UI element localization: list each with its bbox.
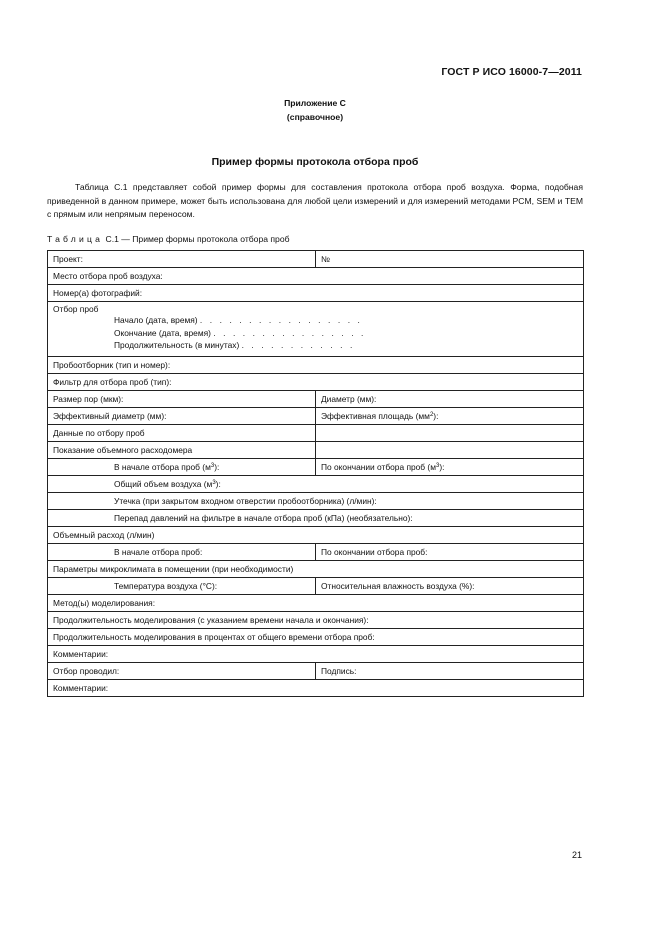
total-volume-text: Общий объем воздуха (м <box>114 479 213 489</box>
sampling-duration-label: Продолжительность (в минутах) <box>114 340 240 350</box>
model-duration-cell: Продолжительность моделирования (с указанием времени начала и окончания): <box>48 612 584 629</box>
caption-prefix: Таблица <box>47 234 104 244</box>
eff-area-cell <box>316 408 584 425</box>
sampling-start-label: Начало (дата, время) <box>114 315 198 325</box>
intro-paragraph <box>47 181 583 222</box>
empty-cell <box>316 425 584 442</box>
table-row <box>48 251 584 268</box>
superscript: 2 <box>429 412 434 418</box>
flow-start-cell: В начале отбора проб: <box>48 544 316 561</box>
table-row <box>48 527 584 544</box>
empty-cell <box>316 442 584 459</box>
intro-text: Таблица С.1 представляет собой пример формы для составления протокола отбора проб воздуха. Форма, подобная приведенной в данном примере, может быть использована для любой цели измерений и для измерений методами PCM, SEM и TEM с прямым или непрямым переносом. <box>47 182 583 220</box>
standard-header: ГОСТ Р ИСО 16000-7—2011 <box>441 66 582 78</box>
dot-leader: . . . . . . . . . . . . <box>241 340 355 350</box>
sampling-duration-line <box>53 339 578 352</box>
table-row <box>48 544 584 561</box>
volume-meter-cell: Показание объемного расходомера <box>48 442 316 459</box>
comments-cell: Комментарии: <box>48 646 584 663</box>
table-row <box>48 357 584 374</box>
sampling-data-cell: Данные по отбору проб <box>48 425 316 442</box>
table-row <box>48 663 584 680</box>
eff-area-close: ): <box>433 411 439 421</box>
appendix-heading <box>0 96 630 124</box>
sampling-end-label: Окончание (дата, время) <box>114 327 211 338</box>
page-number: 21 <box>571 850 582 860</box>
table-row <box>48 442 584 459</box>
superscript: 3 <box>212 480 216 486</box>
flow-rate-cell: Объемный расход (л/мин) <box>48 527 584 544</box>
sampling-cell <box>48 302 584 357</box>
table-row <box>48 425 584 442</box>
table-row <box>48 612 584 629</box>
appendix-label: Приложение С <box>284 98 346 108</box>
meter-start-close: ): <box>214 462 220 472</box>
sampling-end-line <box>53 327 578 340</box>
temperature-cell: Температура воздуха (°С): <box>48 578 316 595</box>
microclimate-cell: Параметры микроклимата в помещении (при необходимости) <box>48 561 584 578</box>
table-row <box>48 493 584 510</box>
humidity-cell: Относительная влажность воздуха (%): <box>316 578 584 595</box>
eff-area-text: Эффективная площадь (мм <box>321 411 430 421</box>
table-caption <box>47 234 290 244</box>
table-row <box>48 646 584 663</box>
table-row <box>48 561 584 578</box>
comments-cell-2: Комментарии: <box>48 680 584 697</box>
leak-cell: Утечка (при закрытом входном отверстии пробоотборника) (л/мин): <box>48 493 584 510</box>
eff-diameter-cell: Эффективный диаметр (мм): <box>48 408 316 425</box>
document-title: Пример формы протокола отбора проб <box>211 156 419 168</box>
superscript: 3 <box>210 463 215 469</box>
meter-end-text: По окончании отбора проб (м <box>321 462 436 472</box>
meter-start-cell <box>48 459 316 476</box>
sampling-start-line <box>53 314 578 327</box>
filter-cell: Фильтр для отбора проб (тип): <box>48 374 584 391</box>
meter-end-close: ): <box>439 462 445 472</box>
table-row <box>48 476 584 493</box>
flow-end-cell: По окончании отбора проб: <box>316 544 584 561</box>
table-row <box>48 629 584 646</box>
table-row <box>48 374 584 391</box>
table-row <box>48 408 584 425</box>
location-cell: Место отбора проб воздуха: <box>48 268 584 285</box>
table-row <box>48 510 584 527</box>
photos-cell: Номер(а) фотографий: <box>48 285 584 302</box>
table-row <box>48 391 584 408</box>
total-volume-close: ): <box>215 479 221 489</box>
model-percent-cell: Продолжительность моделирования в процентах от общего времени отбора проб: <box>48 629 584 646</box>
sampling-protocol-table <box>47 250 584 697</box>
table-row <box>48 595 584 612</box>
number-cell: № <box>316 251 584 268</box>
table-row <box>48 578 584 595</box>
table-row <box>48 302 584 357</box>
caption-text: С.1 — Пример формы протокола отбора проб <box>105 234 290 244</box>
table-row <box>48 680 584 697</box>
sampling-label: Отбор проб <box>53 304 99 314</box>
table-row <box>48 459 584 476</box>
meter-start-text: В начале отбора проб (м <box>114 462 211 472</box>
total-volume-cell <box>48 476 584 493</box>
pore-size-cell: Размер пор (мкм): <box>48 391 316 408</box>
table-row <box>48 285 584 302</box>
signature-cell: Подпись: <box>316 663 584 680</box>
table-row <box>48 268 584 285</box>
meter-end-cell <box>316 459 584 476</box>
appendix-type: (справочное) <box>286 112 344 122</box>
pressure-drop-cell: Перепад давлений на фильтре в начале отбора проб (кПа) (необязательно): <box>48 510 584 527</box>
superscript: 3 <box>435 463 440 469</box>
dot-leader: . . . . . . . . . . . . . . . . . <box>199 315 363 325</box>
project-cell: Проект: <box>48 251 316 268</box>
dot-leader: . . . . . . . . . . . . . . . . <box>213 327 366 338</box>
sampled-by-cell: Отбор проводил: <box>48 663 316 680</box>
methods-cell: Метод(ы) моделирования: <box>48 595 584 612</box>
sampler-cell: Пробоотборник (тип и номер): <box>48 357 584 374</box>
diameter-cell: Диаметр (мм): <box>316 391 584 408</box>
